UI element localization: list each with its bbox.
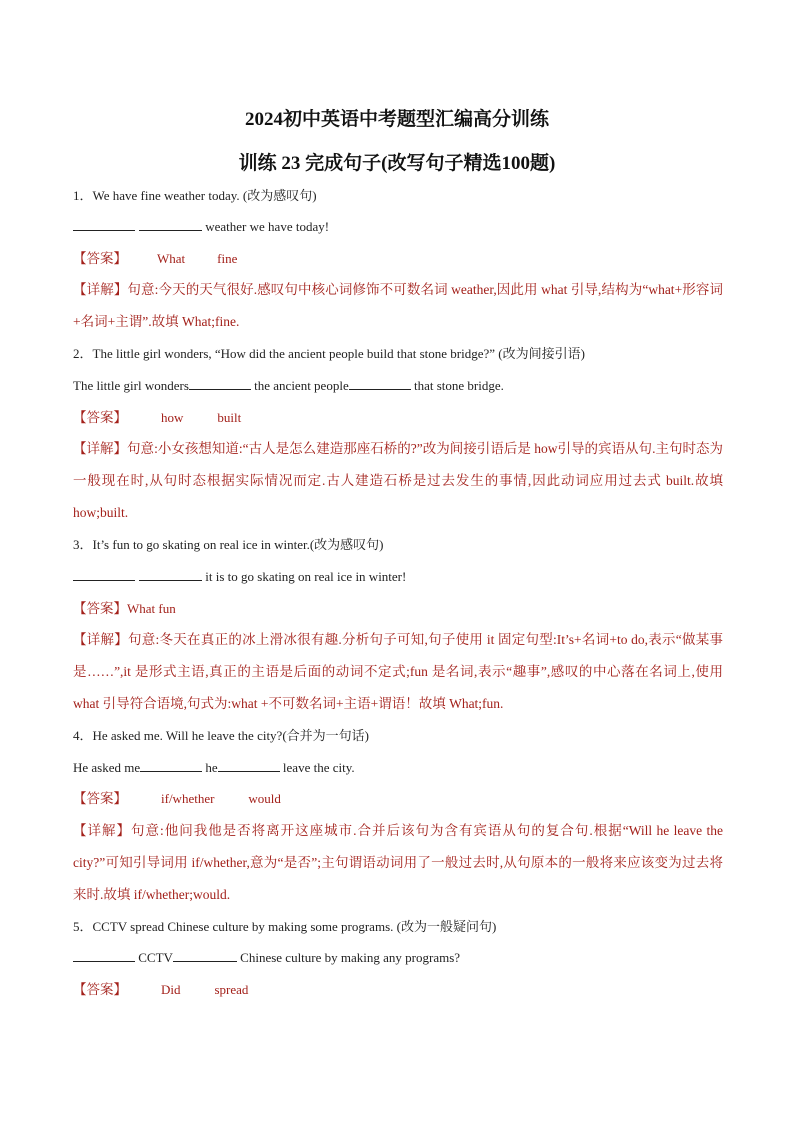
answer-value: if/whether: [161, 791, 215, 806]
answer-tag: 【答案】: [73, 982, 127, 997]
question-3-prompt: 3．It’s fun to go skating on real ice in winter.(改为感叹句): [73, 537, 384, 552]
answer-blank: [73, 949, 135, 962]
answer-tag: 【答案】: [73, 791, 127, 806]
question-2-fill-line: The little girl wonders the ancient people that stone bridge.: [73, 378, 504, 393]
detail-tag: 【详解】: [73, 823, 131, 838]
answer-value: would: [248, 791, 281, 806]
answer-blank: [189, 377, 251, 390]
answer-value: What: [157, 251, 186, 266]
question-3-answer: [73, 600, 176, 618]
detail-tag: 【详解】: [73, 632, 129, 647]
question-4-detail: [73, 815, 723, 911]
document-subtitle: 训练 23 完成句子(改写句子精选100题): [238, 153, 556, 174]
answer-blank: [173, 949, 237, 962]
question-1-detail: [73, 274, 723, 338]
question-4-prompt: 4．He asked me. Will he leave the city?(合并为一句话): [73, 728, 369, 743]
answer-blank: [140, 759, 202, 772]
answer-value: built: [217, 410, 242, 425]
answer-blank: [73, 218, 135, 231]
question-2-detail: [73, 433, 723, 529]
question-1-fill-line: weather we have today!: [73, 218, 329, 236]
question-2-prompt: 2．The little girl wonders, “How did the ancient people build that stone bridge?” (改为间接引语): [73, 346, 585, 361]
detail-text: 句意:今天的天气很好.感叹句中核心词修饰不可数名词 weather,因此用 what 引导,结构为“what+形容词+名词+主谓”.故填 What;fine.: [73, 282, 723, 329]
answer-blank: [139, 568, 202, 581]
answer-blank: [349, 377, 411, 390]
answer-value: What fun: [127, 601, 176, 616]
question-1-prompt: 1．We have fine weather today. (改为感叹句): [73, 188, 317, 203]
question-1-answer: [73, 250, 237, 268]
detail-text: 句意:他问我他是否将离开这座城市.合并后该句为含有宾语从句的复合句.根据“Will he leave the city?”可知引导词用 if/whether,意为“是否”;主句谓语动词用了一般过去时,从句原本的一般将来应该变为过去将来时.故填 if/whether;would.: [73, 823, 723, 902]
question-5-answer: [73, 981, 248, 999]
question-2-answer: [73, 409, 241, 427]
answer-value: Did: [161, 982, 181, 997]
answer-tag: 【答案】: [73, 410, 127, 425]
question-5-prompt: 5．CCTV spread Chinese culture by making some programs. (改为一般疑问句): [73, 919, 497, 934]
answer-tag: 【答案】: [73, 601, 127, 616]
document-title: 2024初中英语中考题型汇编高分训练: [244, 109, 549, 130]
answer-value: how: [161, 410, 184, 425]
answer-tag: 【答案】: [73, 251, 127, 266]
detail-tag: 【详解】: [73, 441, 128, 456]
answer-blank: [73, 568, 135, 581]
answer-blank: [218, 759, 280, 772]
detail-text: 句意:冬天在真正的冰上滑冰很有趣.分析句子可知,句子使用 it 固定句型:It’s+名词+to do,表示“做某事是……”,it 是形式主语,真正的主语是后面的动词不定式;fun 是名词,表示“趣事”,感叹的中心落在名词上,使用 what 引导符合语境,句式为:what +不可数名词+主语+谓语！故填 What;fun.: [73, 632, 723, 711]
question-3-detail: [73, 624, 723, 720]
question-3-fill-line: it is to go skating on real ice in winter!: [73, 568, 406, 586]
answer-value: spread: [214, 982, 249, 997]
answer-value: fine: [217, 251, 238, 266]
question-4-fill-line: He asked me he leave the city.: [73, 760, 355, 775]
question-4-answer: [73, 790, 281, 808]
detail-tag: 【详解】: [73, 282, 128, 297]
detail-text: 句意:小女孩想知道:“古人是怎么建造那座石桥的?”改为间接引语后是 how引导的宾语从句.主句时态为一般现在时,从句时态根据实际情况而定.古人建造石桥是过去发生的事情,因此动词应用过去式 built.故填 how;built.: [73, 441, 723, 520]
question-5-fill-line: CCTV Chinese culture by making any programs?: [73, 949, 460, 967]
answer-blank: [139, 218, 202, 231]
